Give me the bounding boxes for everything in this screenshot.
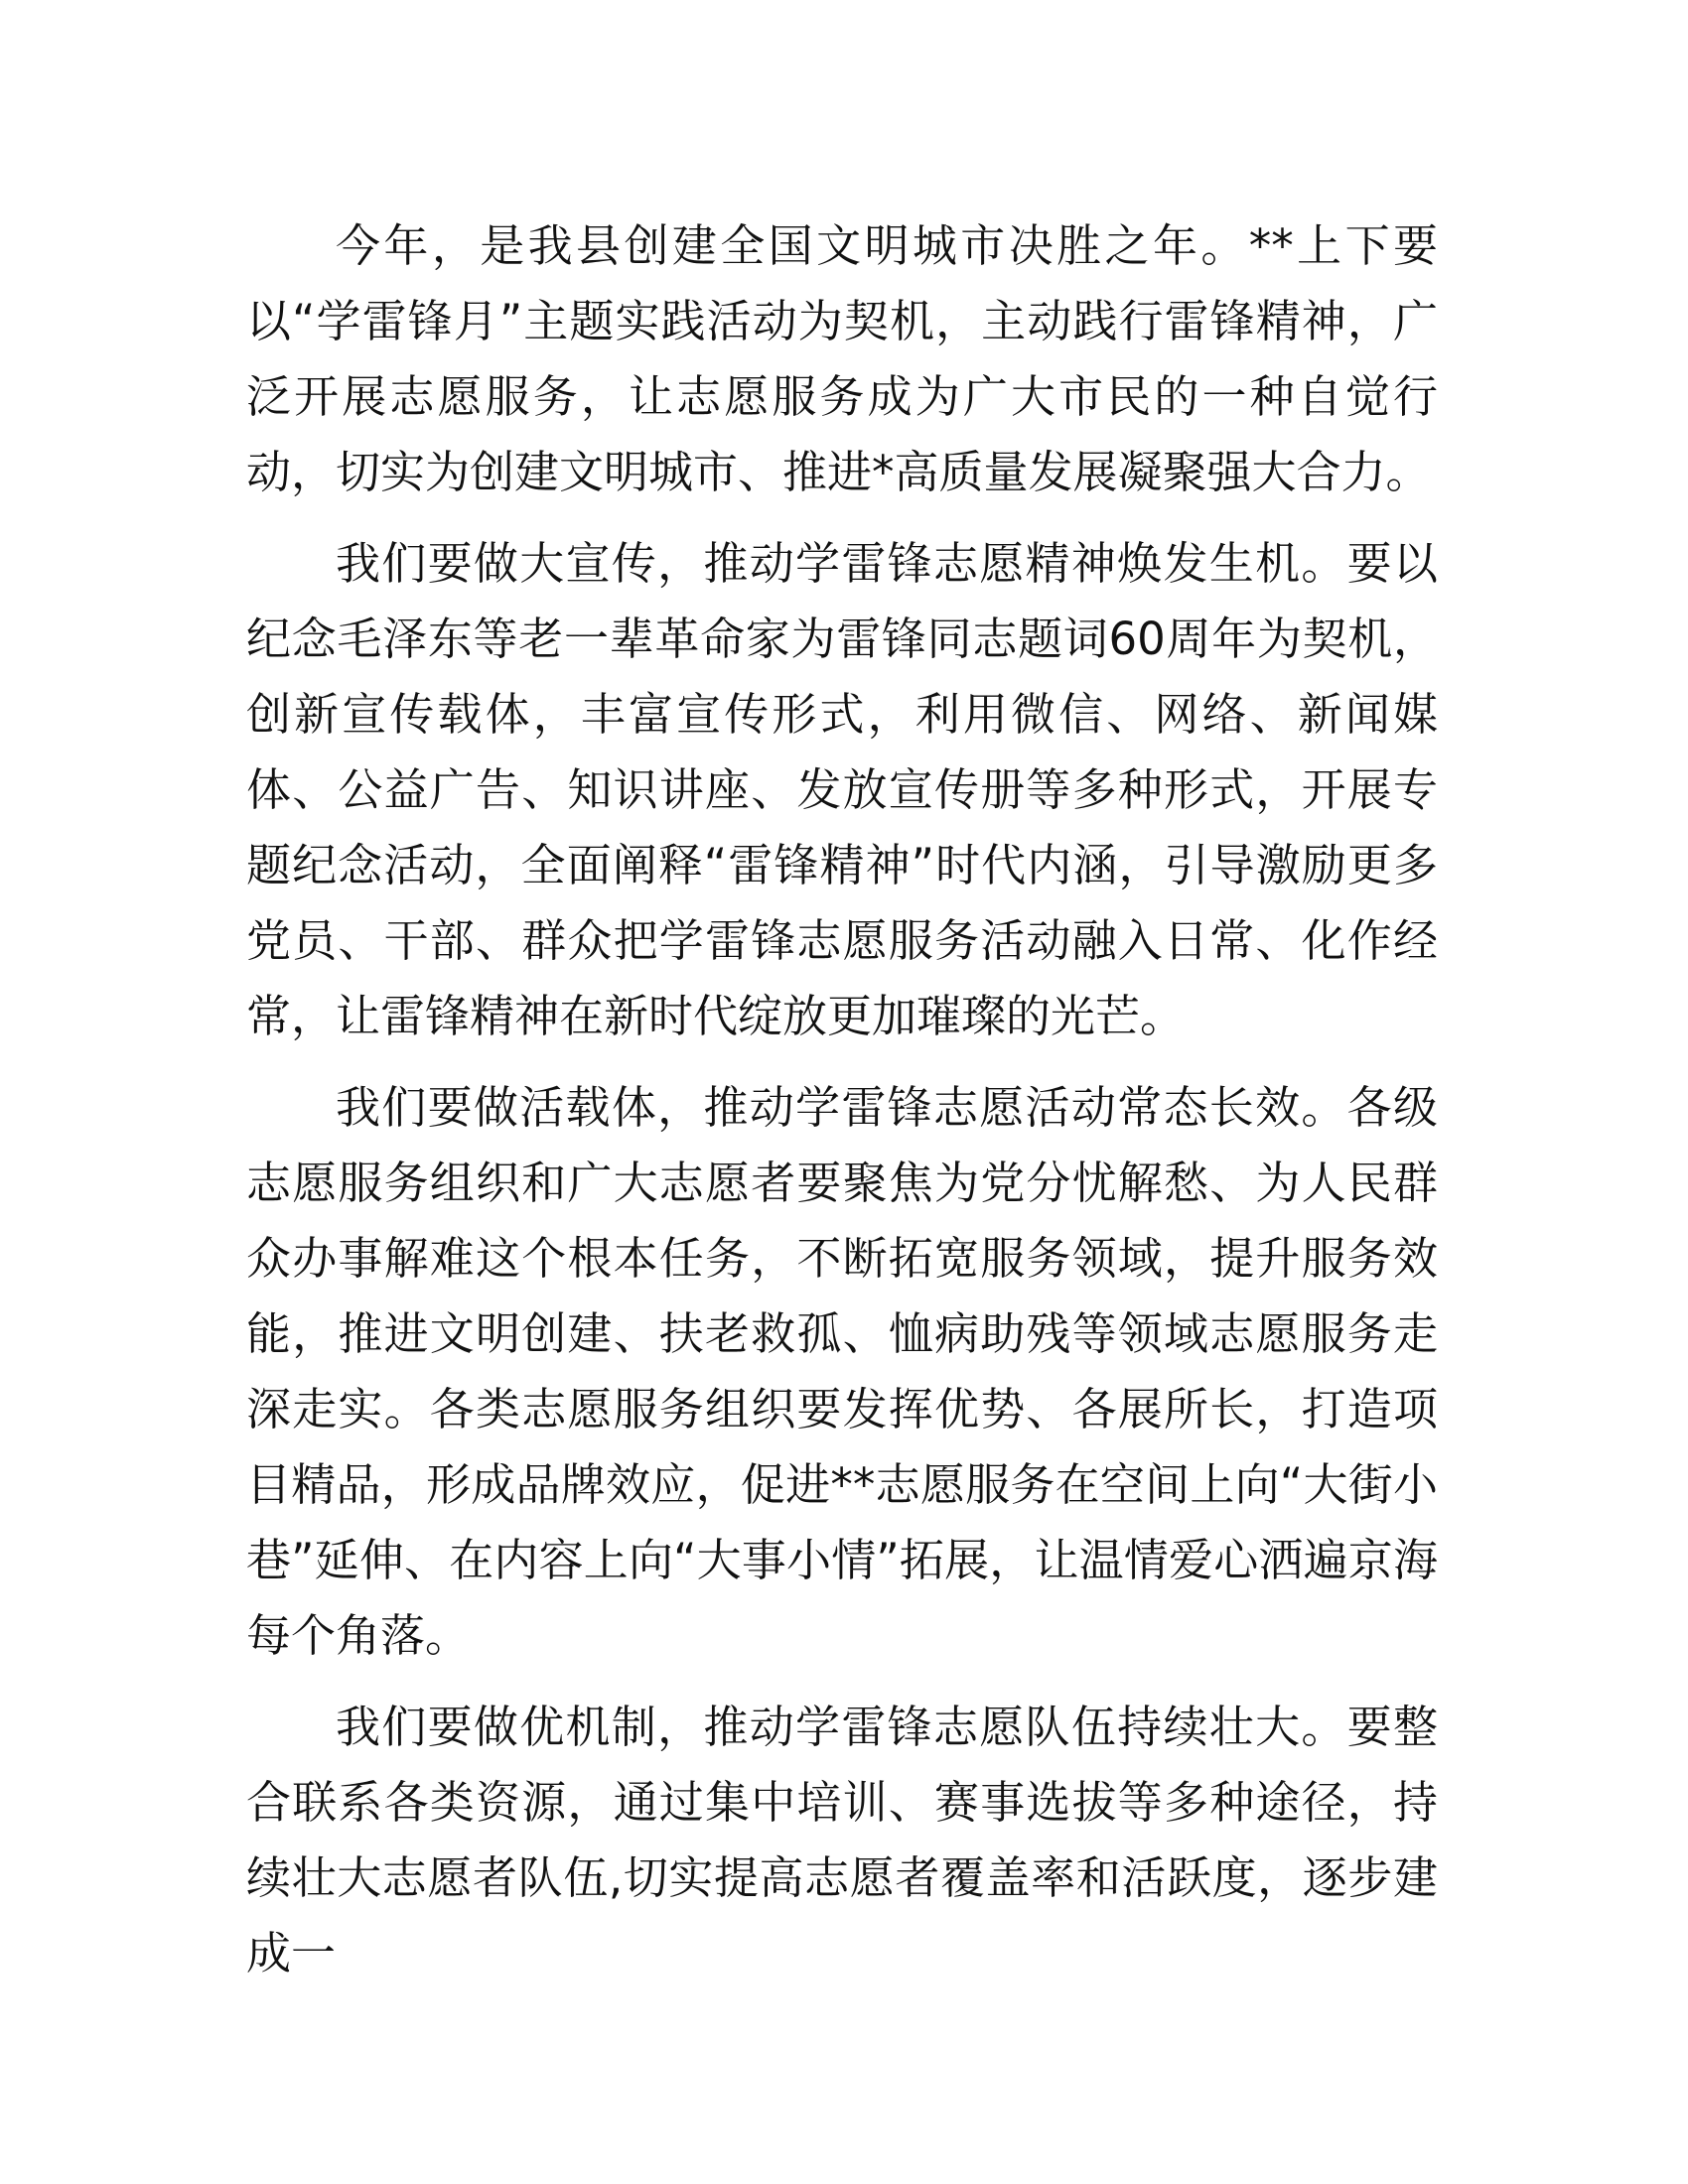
paragraph-2: 我们要做大宣传，推动学雷锋志愿精神焕发生机。要以纪念毛泽东等老一辈革命家为雷锋同志题词60周年为契机，创新宣传载体，丰富宣传形式，利用微信、网络、新闻媒体、公益广告、知识讲座、发放宣传册等多种形式，开展专题纪念活动，全面阐释“雷锋精神”时代内涵，引导激励更多党员、干部、群众把学雷锋志愿服务活动融入日常、化作经常，让雷锋精神在新时代绽放更加璀璨的光芒。 xyxy=(246,537,1438,1042)
paragraph-4: 我们要做优机制，推动学雷锋志愿队伍持续壮大。要整合联系各类资源，通过集中培训、赛事选拔等多种途径，持续壮大志愿者队伍,切实提高志愿者覆盖率和活跃度，逐步建成一 xyxy=(246,1701,1438,1979)
paragraph-3: 我们要做活载体，推动学雷锋志愿活动常态长效。各级志愿服务组织和广大志愿者要聚焦为党分忧解愁、为人民群众办事解难这个根本任务，不断拓宽服务领域，提升服务效能，推进文明创建、扶老救孤、恤病助残等领域志愿服务走深走实。各类志愿服务组织要发挥优势、各展所长，打造项目精品，形成品牌效应，促进**志愿服务在空间上向“大街小巷”延伸、在内容上向“大事小情”拓展，让温情爱心洒遍京海每个角落。 xyxy=(246,1081,1438,1662)
document-body xyxy=(246,208,1438,1991)
paragraph-1: 今年，是我县创建全国文明城市决胜之年。**上下要以“学雷锋月”主题实践活动为契机，主动践行雷锋精神，广泛开展志愿服务，让志愿服务成为广大市民的一种自觉行动，切实为创建文明城市、推进*高质量发展凝聚强大合力。 xyxy=(246,219,1438,498)
